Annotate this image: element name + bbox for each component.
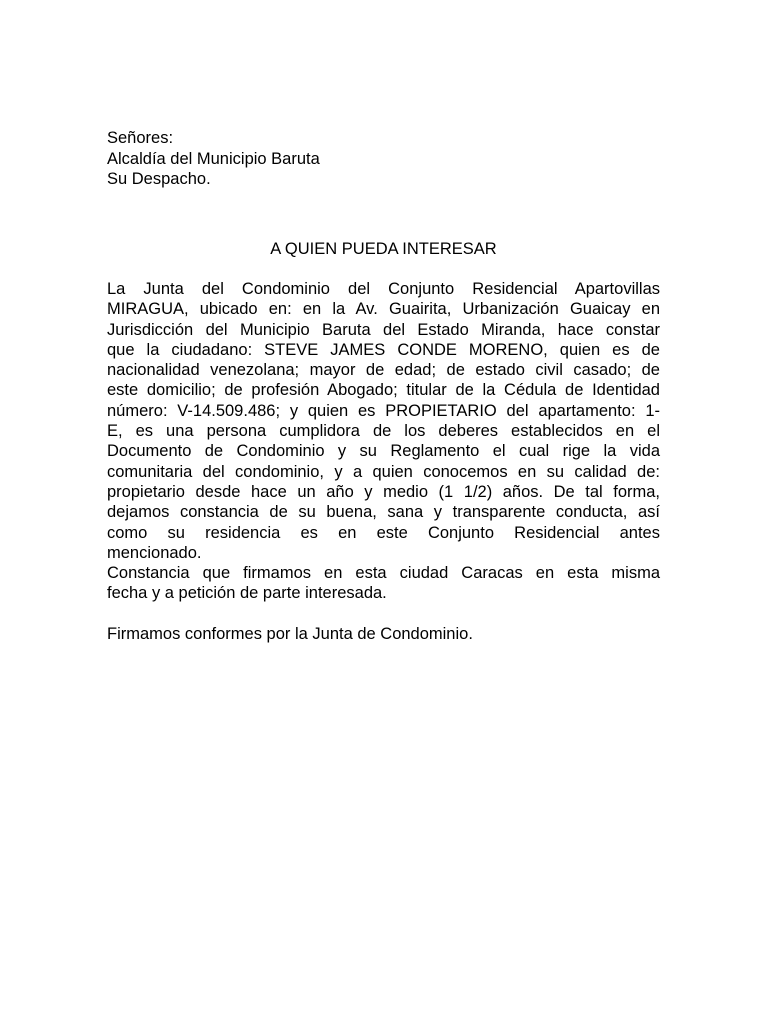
closing-statement: Firmamos conformes por la Junta de Condominio. [107, 624, 473, 643]
body-line: La Junta del Condominio del Conjunto Residencial Apartovillas [107, 280, 660, 298]
body-line: MIRAGUA, ubicado en: en la Av. Guairita, Urbanización Guaicay en [107, 300, 660, 319]
body-line: este domicilio; de profesión Abogado; titular de la Cédula de Identidad [107, 381, 660, 400]
body-line: fecha y a petición de parte interesada. [107, 584, 387, 603]
body-line: dejamos constancia de su buena, sana y transparente conducta, así [107, 503, 660, 522]
recipient-name: Alcaldía del Municipio Baruta [107, 149, 320, 168]
body-line: comunitaria del condominio, y a quien conocemos en su calidad de: [107, 462, 660, 481]
document-title: A QUIEN PUEDA INTERESAR [270, 239, 497, 258]
recipient-office: Su Despacho. [107, 170, 211, 188]
body-line: mencionado. [107, 543, 202, 562]
body-line: E, es una persona cumplidora de los deberes establecidos en el [107, 422, 660, 441]
body-line: Jurisdicción del Municipio Baruta del Estado Miranda, hace constar [107, 320, 660, 339]
body-paragraph [107, 279, 660, 604]
salutation: Señores: [107, 129, 174, 147]
body-line: número: V-14.509.486; y quien es PROPIETARIO del apartamento: 1- [107, 401, 660, 420]
body-line: Documento de Condominio y su Reglamento el cual rige la vida [107, 442, 660, 461]
body-line: propietario desde hace un año y medio (1 1/2) años. De tal forma, [107, 482, 660, 501]
body-line: como su residencia es en este Conjunto Residencial antes [107, 523, 660, 542]
recipient-address [107, 128, 660, 190]
body-line: nacionalidad venezolana; mayor de edad; de estado civil casado; de [107, 361, 660, 380]
document-page [107, 128, 660, 644]
body-line: que la ciudadano: STEVE JAMES CONDE MORENO, quien es de [107, 340, 660, 359]
body-line: Constancia que firmamos en esta ciudad Caracas en esta misma [107, 564, 660, 583]
